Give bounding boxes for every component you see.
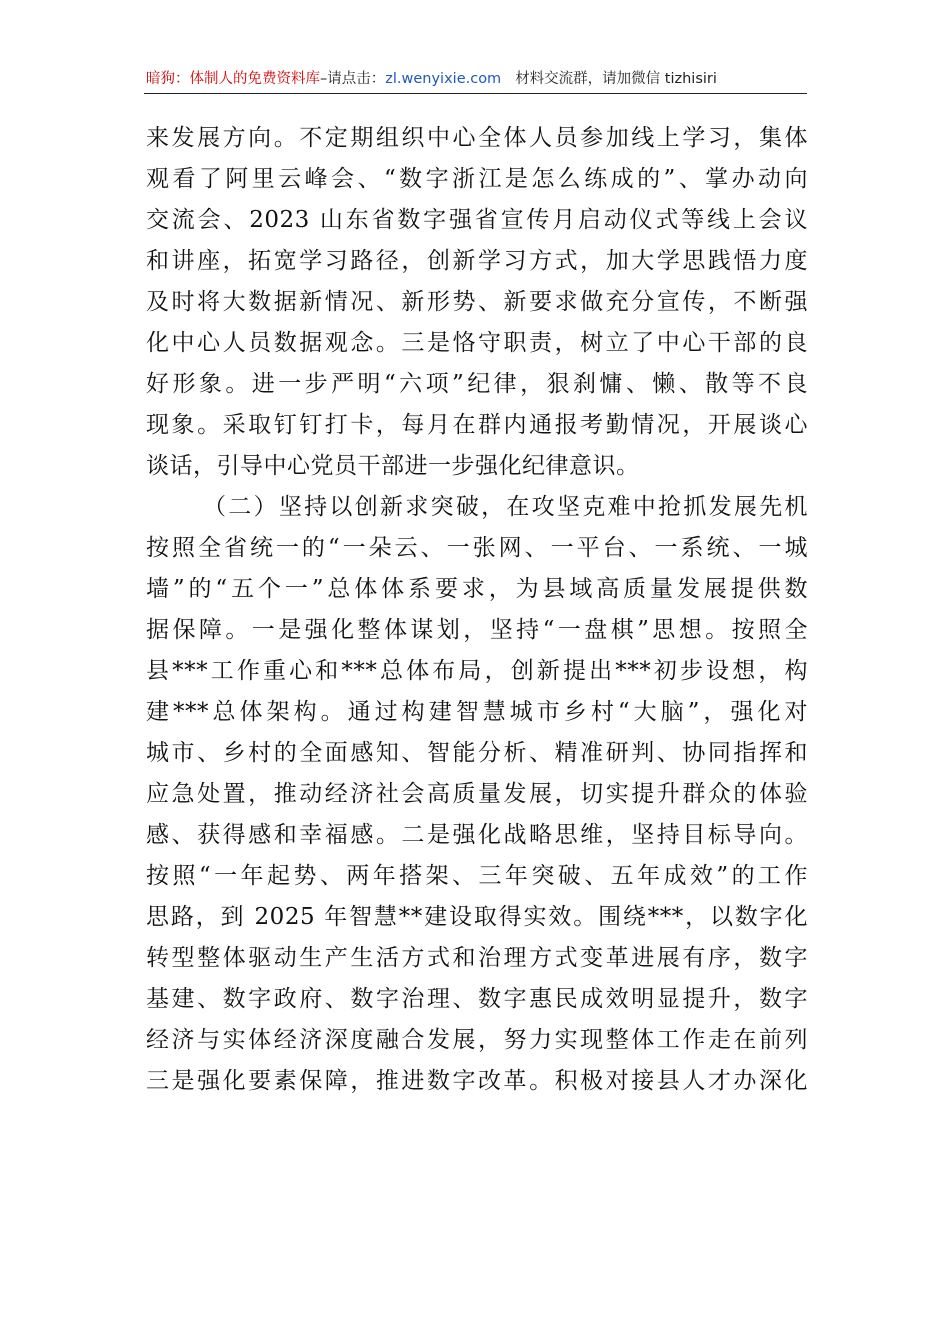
section-heading: （二）坚持以创新求突破，在攻坚克难中抢抓发展先机 bbox=[203, 494, 808, 520]
body-line: 按照全省统一的“一朵云、一张网、一平台、一系统、一城 bbox=[146, 535, 808, 561]
body-line: 应急处置，推动经济社会高质量发展，切实提升群众的体验 bbox=[146, 781, 808, 807]
body-line: 现象。采取钉钉打卡，每月在群内通报考勤情况，开展谈心 bbox=[146, 412, 808, 438]
body-line: 三是强化要素保障，推进数字改革。积极对接县人才办深化 bbox=[146, 1068, 808, 1094]
header-divider bbox=[144, 93, 807, 94]
body-line: 感、获得感和幸福感。二是强化战略思维，坚持目标导向。 bbox=[146, 822, 808, 848]
body-line: 墙”的“五个一”总体体系要求，为县域高质量发展提供数 bbox=[146, 576, 808, 602]
body-line: 县***工作重心和***总体布局，创新提出***初步设想，构 bbox=[146, 658, 808, 684]
document-body bbox=[146, 118, 808, 1102]
body-line: 及时将大数据新情况、新形势、新要求做充分宣传，不断强 bbox=[146, 289, 808, 315]
body-line: 来发展方向。不定期组织中心全体人员参加线上学习，集体 bbox=[146, 125, 808, 151]
body-line: 城市、乡村的全面感知、智能分析、精准研判、协同指挥和 bbox=[146, 740, 808, 766]
body-line: 好形象。进一步严明“六项”纪律，狠刹慵、懒、散等不良 bbox=[146, 371, 808, 397]
header-link[interactable]: zl.wenyixie.com bbox=[385, 71, 502, 87]
body-line: 谈话，引导中心党员干部进一步强化纪律意识。 bbox=[146, 453, 640, 479]
body-line: 交流会、2023 山东省数字强省宣传月启动仪式等线上会议 bbox=[146, 207, 808, 233]
header-separator: –请点击： bbox=[320, 71, 386, 87]
body-line: 按照“一年起势、两年搭架、三年突破、五年成效”的工作 bbox=[146, 863, 808, 889]
body-line: 经济与实体经济深度融合发展，努力实现整体工作走在前列 bbox=[146, 1027, 808, 1053]
body-line: 转型整体驱动生产生活方式和治理方式变革进展有序，数字 bbox=[146, 945, 808, 971]
body-line: 建***总体架构。通过构建智慧城市乡村“大脑”，强化对 bbox=[146, 699, 808, 725]
header-contact: 材料交流群，请加微信 tizhisiri bbox=[515, 71, 717, 87]
document-header bbox=[146, 66, 806, 92]
body-line: 和讲座，拓宽学习路径，创新学习方式，加大学思践悟力度 bbox=[146, 248, 808, 274]
header-brand: 暗狗：体制人的免费资料库 bbox=[146, 71, 320, 87]
body-line: 化中心人员数据观念。三是恪守职责，树立了中心干部的良 bbox=[146, 330, 808, 356]
body-line: 据保障。一是强化整体谋划，坚持“一盘棋”思想。按照全 bbox=[146, 617, 808, 643]
body-line: 基建、数字政府、数字治理、数字惠民成效明显提升，数字 bbox=[146, 986, 808, 1012]
body-line: 思路，到 2025 年智慧**建设取得实效。围绕***，以数字化 bbox=[146, 904, 808, 930]
body-line: 观看了阿里云峰会、“数字浙江是怎么练成的”、掌办动向 bbox=[146, 166, 808, 192]
